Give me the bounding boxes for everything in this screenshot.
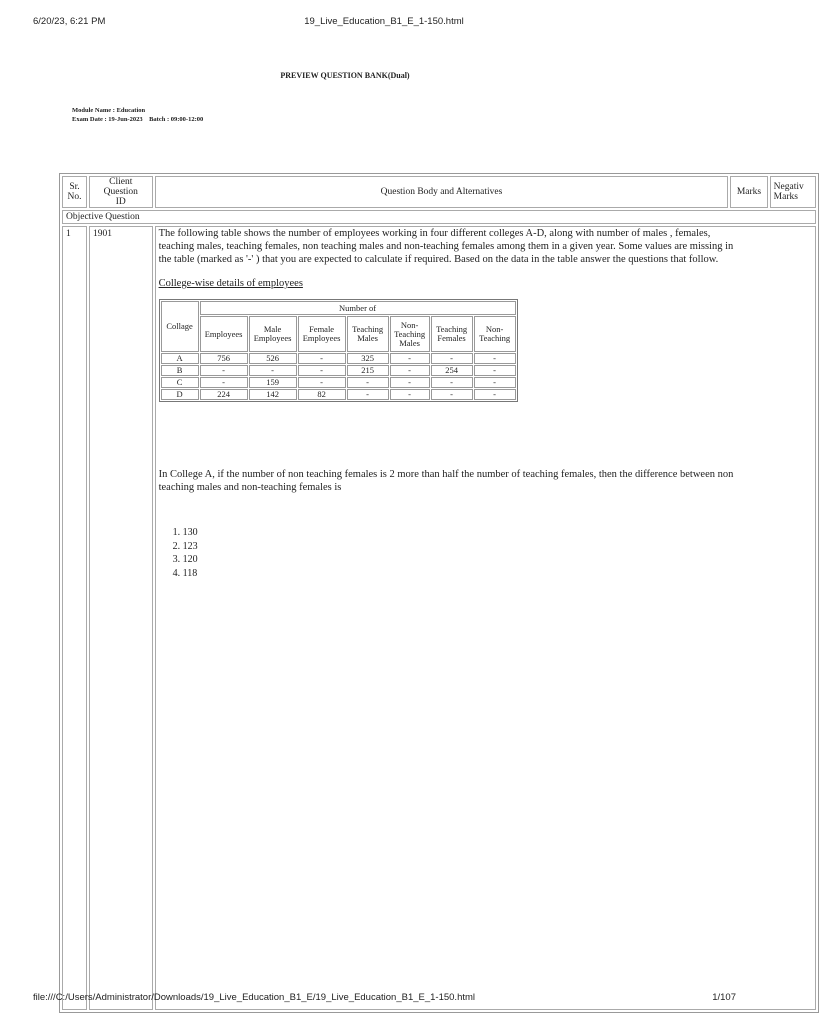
data-row-a [161, 353, 516, 364]
col-non-teaching: Non- Teaching [474, 316, 516, 352]
cell: D [161, 389, 199, 400]
data-table-column-row [161, 316, 516, 352]
col-teaching-females: Teaching Females [431, 316, 473, 352]
cell: 82 [298, 389, 346, 400]
cell: - [200, 365, 248, 376]
col-employees: Employees [200, 316, 248, 352]
question-client-id: 1901 [89, 226, 153, 1010]
option-4: 4. 118 [172, 567, 198, 579]
cell: - [431, 389, 473, 400]
cell: 142 [249, 389, 297, 400]
question-row [62, 226, 816, 1010]
header-client-question-id: Client Question ID [89, 176, 153, 208]
data-row-b [161, 365, 516, 376]
data-table-group-row [161, 301, 516, 315]
cell: - [474, 353, 516, 364]
header-negative-marks: Negativ Marks [770, 176, 816, 208]
exam-date-batch: Exam Date : 19-Jun-2023 Batch : 09:00-12:00 [72, 116, 204, 123]
cell: - [474, 365, 516, 376]
cell: - [431, 353, 473, 364]
header-marks: Marks [730, 176, 767, 208]
question-text [159, 468, 812, 494]
cell: 215 [347, 365, 389, 376]
header-question-body: Question Body and Alternatives [155, 176, 729, 208]
passage-line-3: the table (marked as '-' ) that you are expected to calculate if required. Based on the data in the table answer the questions that follow. [158, 254, 719, 265]
section-label: Objective Question [62, 210, 816, 224]
cell: - [474, 389, 516, 400]
cell: 325 [347, 353, 389, 364]
cell: - [249, 365, 297, 376]
question-bank-frame [59, 173, 804, 992]
cell: - [200, 377, 248, 388]
question-bank-table [59, 173, 819, 1013]
cell: - [390, 353, 430, 364]
cell: 159 [249, 377, 297, 388]
cell: 224 [200, 389, 248, 400]
cell: B [161, 365, 199, 376]
college-data-table [159, 299, 518, 402]
passage-line-2: teaching males, teaching females, non teaching males and non-teaching females among them in a given year. Some values are missing in [158, 241, 734, 252]
option-3: 3. 120 [172, 554, 198, 565]
cell: 526 [249, 353, 297, 364]
question-line-2: teaching males and non-teaching females is [158, 482, 342, 493]
data-row-d [161, 389, 516, 400]
cell: - [347, 389, 389, 400]
college-header: Collage [161, 301, 199, 352]
col-non-teaching-males: Non- Teaching Males [390, 316, 430, 352]
data-row-c [161, 377, 516, 388]
number-of-header: Number of [200, 301, 516, 315]
document-title: PREVIEW QUESTION BANK(Dual) [280, 71, 410, 80]
passage [159, 227, 812, 266]
cell: - [347, 377, 389, 388]
cell: 254 [431, 365, 473, 376]
question-line-1: In College A, if the number of non teaching females is 2 more than half the number of teaching females, then the difference between non [158, 469, 734, 480]
cell: - [298, 377, 346, 388]
header-sr-no: Sr. No. [62, 176, 87, 208]
cell: - [431, 377, 473, 388]
cell: - [390, 377, 430, 388]
cell: A [161, 353, 199, 364]
cell: - [390, 389, 430, 400]
passage-line-1: The following table shows the number of employees working in four different colleges A-D, along with number of males , females, [158, 228, 711, 239]
answer-options [159, 526, 812, 580]
section-row [62, 210, 816, 224]
print-file-path: file:///C:/Users/Administrator/Downloads/19_Live_Education_B1_E/19_Live_Education_B1_E_1-150.html [33, 992, 476, 1003]
col-female-employees: Female Employees [298, 316, 346, 352]
question-sr-no: 1 [62, 226, 87, 1010]
cell: - [474, 377, 516, 388]
module-name: Module Name : Education [72, 107, 146, 114]
option-1: 1. 130 [172, 527, 198, 538]
cell: C [161, 377, 199, 388]
cell: - [390, 365, 430, 376]
col-male-employees: Male Employees [249, 316, 297, 352]
option-2: 2. 123 [172, 540, 198, 552]
cell: - [298, 365, 346, 376]
print-filename: 19_Live_Education_B1_E_1-150.html [304, 16, 464, 27]
question-content [155, 226, 816, 1010]
data-table-title: College-wise details of employees [158, 278, 303, 289]
header-row [62, 176, 816, 208]
cell: - [298, 353, 346, 364]
col-teaching-males: Teaching Males [347, 316, 389, 352]
cell: 756 [200, 353, 248, 364]
print-page-number: 1/107 [712, 992, 736, 1003]
print-datetime: 6/20/23, 6:21 PM [33, 16, 106, 27]
